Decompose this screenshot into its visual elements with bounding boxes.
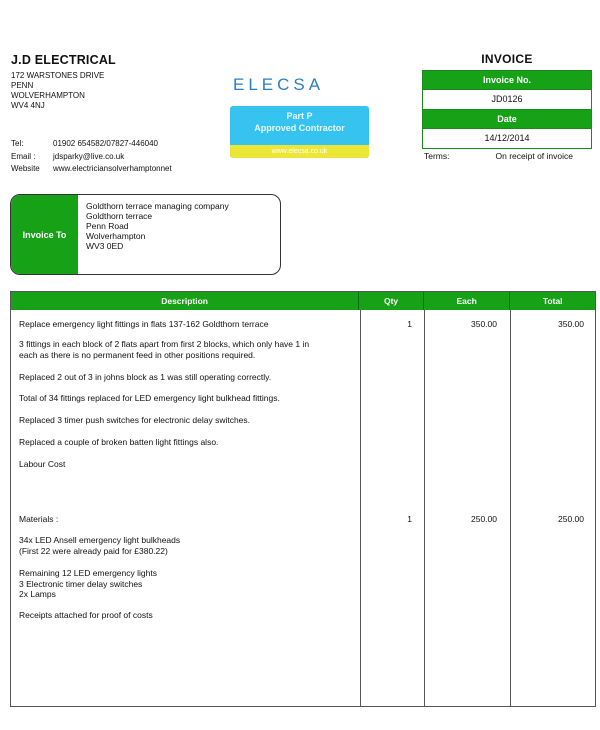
recipient-line: Penn Road [86, 221, 129, 231]
company-name: J.D ELECTRICAL [11, 53, 116, 67]
company-contact [11, 138, 172, 176]
invoice-date-label: Date [423, 110, 591, 128]
materials-qty: 1 [407, 514, 412, 524]
header-each: Each [424, 292, 511, 310]
item-line: Replace emergency light fittings in flats 137-162 Goldthorn terrace [19, 319, 269, 329]
invoice-meta-box [422, 70, 592, 149]
payment-terms [424, 151, 573, 161]
contact-email: Email : jdsparky@live.co.uk [11, 151, 125, 161]
recipient-line: Wolverhampton [86, 231, 146, 241]
item-line: Replaced 2 out of 3 in johns block as 1 was still operating correctly. [19, 372, 272, 382]
invoice-date: 14/12/2014 [423, 128, 591, 148]
item-line: 34x LED Ansell emergency light bulkheads (First 22 were already paid for £380.22) [19, 535, 181, 556]
invoice-number: JD0126 [423, 89, 591, 110]
item-line: Remaining 12 LED emergency lights 3 Electronic timer delay switches 2x Lamps [19, 568, 157, 599]
address-line: PENN [11, 81, 34, 90]
column-divider [360, 310, 361, 706]
labour-qty: 1 [407, 319, 412, 329]
badge-line: Approved Contractor [254, 123, 345, 133]
elecsa-logo: ELECSA [233, 75, 325, 94]
address-line: 172 WARSTONES DRIVE [11, 71, 105, 80]
recipient-line: Goldthorn terrace [86, 211, 153, 221]
recipient-line: WV3 0ED [86, 241, 124, 251]
part-p-badge [230, 106, 369, 158]
column-divider [510, 310, 511, 706]
contact-tel: Tel: 01902 654582/07827-446040 [11, 139, 158, 148]
header-qty: Qty [359, 292, 424, 310]
item-line: Total of 34 fittings replaced for LED emergency light bulkhead fittings. [19, 393, 280, 403]
badge-strip: www.elecsa.co.uk [230, 145, 369, 158]
invoice-to-address [78, 195, 229, 274]
item-line: Labour Cost [19, 459, 66, 469]
company-address [11, 71, 104, 111]
terms-label: Terms: [424, 151, 450, 161]
invoice-number-label: Invoice No. [423, 71, 591, 89]
invoice-to-label: Invoice To [11, 195, 78, 274]
table-header [11, 292, 595, 310]
item-line: Receipts attached for proof of costs [19, 610, 153, 620]
terms-value: On receipt of invoice [495, 151, 573, 161]
item-line: Materials : [19, 514, 59, 524]
recipient-line: Goldthorn terrace managing company [86, 201, 229, 211]
column-divider [424, 310, 425, 706]
materials-each: 250.00 [471, 514, 497, 524]
address-line: WV4 4NJ [11, 101, 45, 110]
item-line: Replaced 3 timer push switches for electronic delay switches. [19, 415, 251, 425]
header-description: Description [11, 292, 359, 310]
header-total: Total [542, 296, 563, 306]
labour-total: 350.00 [558, 319, 584, 329]
line-items-table [10, 291, 596, 707]
address-line: WOLVERHAMPTON [11, 91, 85, 100]
item-line: 3 fittings in each block of 2 flats apart from first 2 blocks, which only have 1 in each as there is no permanent feed in other positions required. [19, 339, 310, 360]
invoice-title: INVOICE [481, 52, 533, 66]
labour-each: 350.00 [471, 319, 497, 329]
materials-total: 250.00 [558, 514, 584, 524]
item-line: Replaced a couple of broken batten light fittings also. [19, 437, 219, 447]
contact-website: Website www.electriciansolverhamptonnet [11, 164, 172, 173]
invoice-to-box [10, 194, 281, 275]
badge-line: Part P [286, 111, 313, 121]
